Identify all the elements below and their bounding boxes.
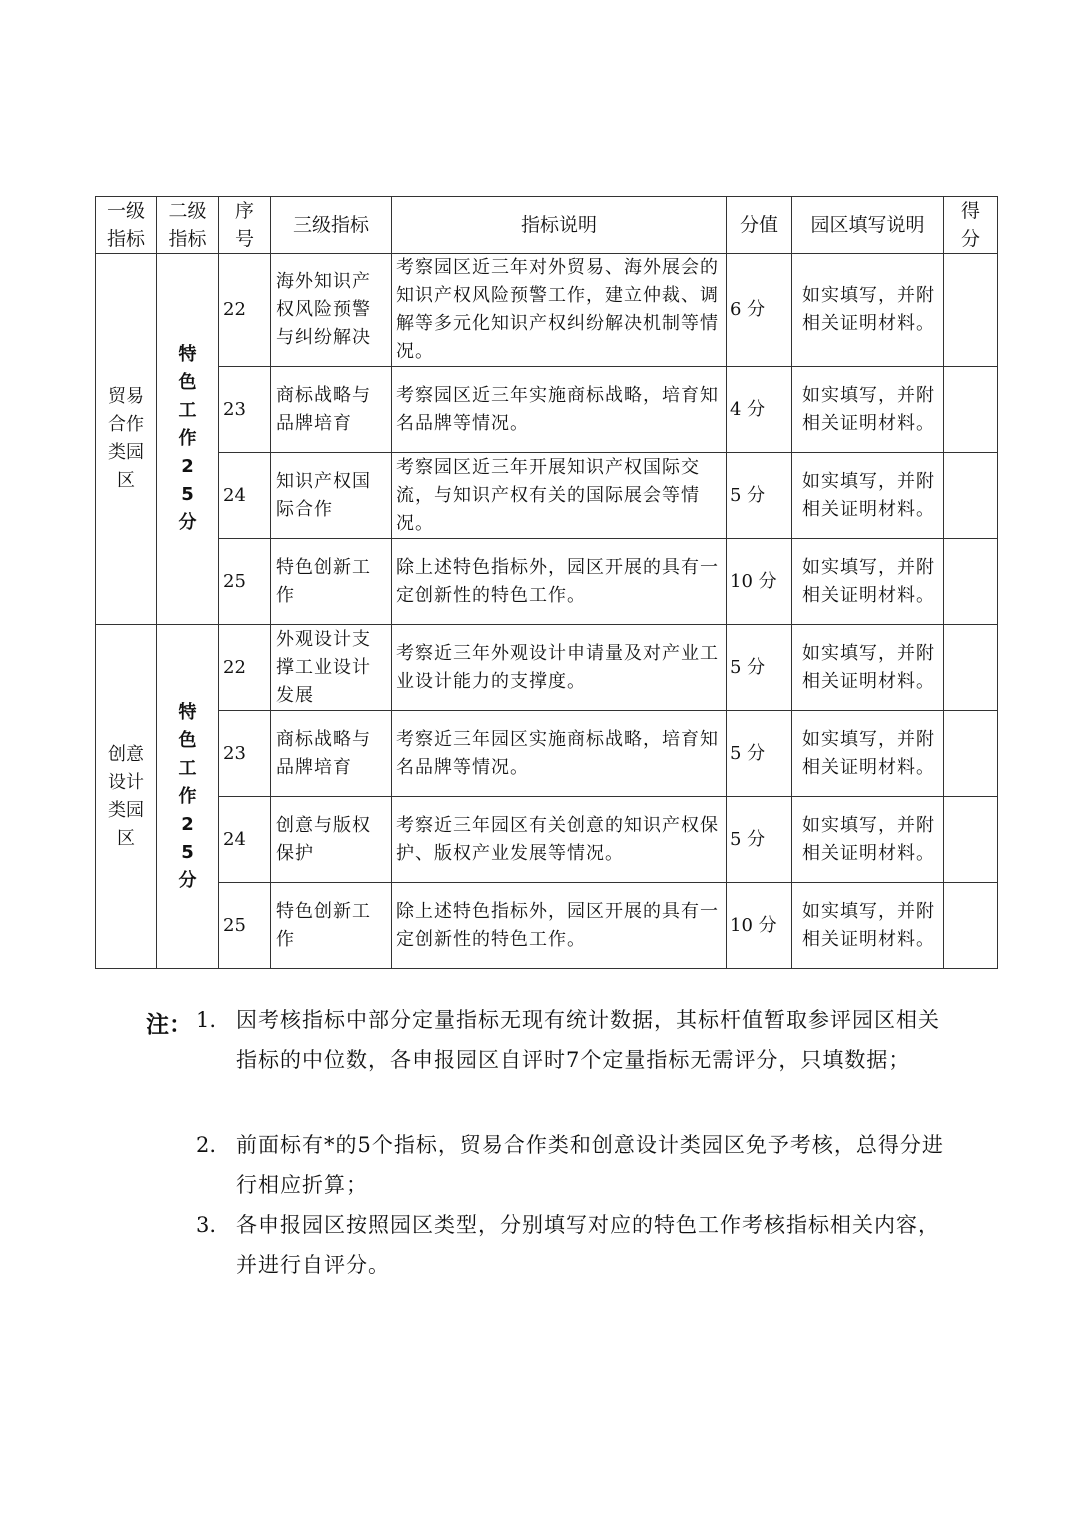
score-cell: 10 分 bbox=[727, 883, 792, 969]
desc-cell: 考察园区近三年开展知识产权国际交流，与知识产权有关的国际展会等情况。 bbox=[392, 453, 727, 539]
header-fill: 园区填写说明 bbox=[792, 197, 944, 254]
seq-cell: 22 bbox=[219, 254, 271, 367]
table-row bbox=[96, 625, 998, 711]
table-row bbox=[96, 883, 998, 969]
desc-cell: 考察近三年园区实施商标战略，培育知名品牌等情况。 bbox=[392, 711, 727, 797]
got-cell[interactable] bbox=[944, 711, 998, 797]
desc-cell: 考察园区近三年对外贸易、海外展会的知识产权风险预警工作，建立仲裁、调解等多元化知识产权纠纷解决机制等情况。 bbox=[392, 254, 727, 367]
seq-cell: 22 bbox=[219, 625, 271, 711]
note-item-1 bbox=[196, 1000, 956, 1080]
seq-cell: 24 bbox=[219, 453, 271, 539]
desc-cell: 除上述特色指标外，园区开展的具有一定创新性的特色工作。 bbox=[392, 539, 727, 625]
note-text: 因考核指标中部分定量指标无现有统计数据，其标杆值暂取参评园区相关指标的中位数，各申报园区自评时7个定量指标无需评分，只填数据； bbox=[236, 1008, 940, 1072]
level3-cell: 特色创新工作 bbox=[271, 539, 392, 625]
header-got: 得分 bbox=[944, 197, 998, 254]
note-text: 前面标有*的5个指标，贸易合作类和创意设计类园区免予考核，总得分进行相应折算； bbox=[236, 1133, 944, 1197]
fill-cell: 如实填写，并附相关证明材料。 bbox=[792, 367, 944, 453]
table-row bbox=[96, 254, 998, 367]
desc-cell: 除上述特色指标外，园区开展的具有一定创新性的特色工作。 bbox=[392, 883, 727, 969]
got-cell[interactable] bbox=[944, 254, 998, 367]
got-cell[interactable] bbox=[944, 367, 998, 453]
fill-cell: 如实填写，并附相关证明材料。 bbox=[792, 883, 944, 969]
fill-cell: 如实填写，并附相关证明材料。 bbox=[792, 539, 944, 625]
score-cell: 5 分 bbox=[727, 797, 792, 883]
level3-cell: 特色创新工作 bbox=[271, 883, 392, 969]
level2-cell: 特色工作25分 bbox=[157, 254, 219, 625]
score-cell: 5 分 bbox=[727, 711, 792, 797]
got-cell[interactable] bbox=[944, 453, 998, 539]
level2-cell: 特色工作25分 bbox=[157, 625, 219, 969]
notes-label: 注： bbox=[146, 1011, 192, 1038]
level1-cell: 贸易合作类园区 bbox=[96, 254, 157, 625]
table-row bbox=[96, 711, 998, 797]
desc-cell: 考察近三年园区有关创意的知识产权保护、版权产业发展等情况。 bbox=[392, 797, 727, 883]
level3-cell: 商标战略与品牌培育 bbox=[271, 711, 392, 797]
got-cell[interactable] bbox=[944, 625, 998, 711]
score-cell: 5 分 bbox=[727, 625, 792, 711]
level3-cell: 创意与版权保护 bbox=[271, 797, 392, 883]
table-row bbox=[96, 797, 998, 883]
table-row bbox=[96, 453, 998, 539]
header-level2: 二级指标 bbox=[157, 197, 219, 254]
fill-cell: 如实填写，并附相关证明材料。 bbox=[792, 797, 944, 883]
level1-cell: 创意设计类园区 bbox=[96, 625, 157, 969]
note-number: 1. bbox=[196, 1008, 217, 1032]
header-level3: 三级指标 bbox=[271, 197, 392, 254]
seq-cell: 23 bbox=[219, 367, 271, 453]
score-cell: 6 分 bbox=[727, 254, 792, 367]
note-text: 各申报园区按照园区类型，分别填写对应的特色工作考核指标相关内容，并进行自评分。 bbox=[236, 1213, 940, 1277]
note-number: 2. bbox=[196, 1133, 217, 1157]
level3-cell: 商标战略与品牌培育 bbox=[271, 367, 392, 453]
table-row bbox=[96, 539, 998, 625]
got-cell[interactable] bbox=[944, 883, 998, 969]
note-item-2 bbox=[196, 1125, 956, 1205]
fill-cell: 如实填写，并附相关证明材料。 bbox=[792, 625, 944, 711]
table-header-row bbox=[96, 197, 998, 254]
header-level1: 一级指标 bbox=[96, 197, 157, 254]
seq-cell: 25 bbox=[219, 539, 271, 625]
level3-cell: 海外知识产权风险预警与纠纷解决 bbox=[271, 254, 392, 367]
indicator-table bbox=[95, 196, 998, 969]
seq-cell: 23 bbox=[219, 711, 271, 797]
seq-cell: 24 bbox=[219, 797, 271, 883]
note-item-3 bbox=[196, 1205, 956, 1285]
got-cell[interactable] bbox=[944, 797, 998, 883]
got-cell[interactable] bbox=[944, 539, 998, 625]
desc-cell: 考察园区近三年实施商标战略，培育知名品牌等情况。 bbox=[392, 367, 727, 453]
table-row bbox=[96, 367, 998, 453]
score-cell: 10 分 bbox=[727, 539, 792, 625]
header-score: 分值 bbox=[727, 197, 792, 254]
header-seq: 序号 bbox=[219, 197, 271, 254]
score-cell: 5 分 bbox=[727, 453, 792, 539]
seq-cell: 25 bbox=[219, 883, 271, 969]
level3-cell: 知识产权国际合作 bbox=[271, 453, 392, 539]
fill-cell: 如实填写，并附相关证明材料。 bbox=[792, 453, 944, 539]
score-cell: 4 分 bbox=[727, 367, 792, 453]
desc-cell: 考察近三年外观设计申请量及对产业工业设计能力的支撑度。 bbox=[392, 625, 727, 711]
fill-cell: 如实填写，并附相关证明材料。 bbox=[792, 254, 944, 367]
level3-cell: 外观设计支撑工业设计发展 bbox=[271, 625, 392, 711]
header-desc: 指标说明 bbox=[392, 197, 727, 254]
fill-cell: 如实填写，并附相关证明材料。 bbox=[792, 711, 944, 797]
note-number: 3. bbox=[196, 1213, 217, 1237]
